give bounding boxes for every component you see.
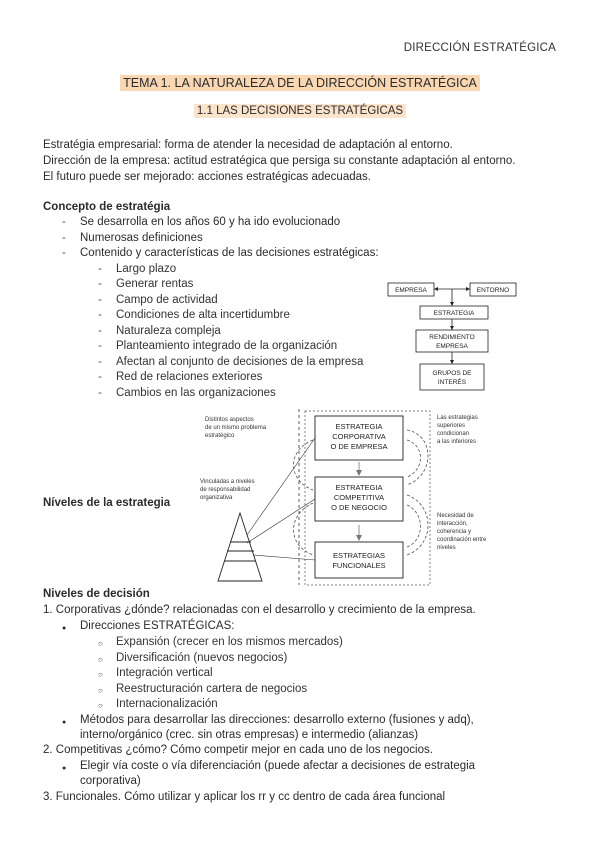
direcciones-subitem: ○ Reestructuración cartera de negocios bbox=[116, 682, 307, 696]
strategy-flow-diagram bbox=[384, 278, 524, 398]
section-subtitle bbox=[0, 105, 600, 117]
note-right-bottom: coherencia y bbox=[437, 529, 472, 535]
note-right-bottom: coordinación entre bbox=[437, 537, 487, 543]
characteristic-item: - Cambios en las organizaciones bbox=[116, 386, 276, 400]
characteristic-item: - Largo plazo bbox=[116, 262, 176, 276]
grupos-box bbox=[420, 364, 484, 390]
corporate-label: CORPORATIVA bbox=[332, 432, 386, 441]
note-right-bottom: niveles bbox=[437, 545, 456, 551]
note-right-bottom: interacción, bbox=[437, 521, 468, 527]
elegir-item-cont: corporativa) bbox=[80, 775, 141, 787]
corporate-label: O DE EMPRESA bbox=[330, 442, 388, 451]
direcciones-subitem: ○ Integración vertical bbox=[116, 666, 213, 680]
entorno-label: ENTORNO bbox=[476, 287, 510, 294]
note-top: Distintos aspectos bbox=[205, 417, 254, 423]
empresa-label: EMPRESA bbox=[395, 287, 427, 294]
estrategia-label: ESTRATEGIA bbox=[433, 310, 475, 317]
grupos-label: INTERÉS bbox=[437, 379, 467, 386]
intro-line: El futuro puede ser mejorado: acciones estratégicas adecuadas. bbox=[43, 171, 371, 183]
corporate-label: ESTRATEGIA bbox=[335, 422, 383, 431]
note-right-top: Las estrategias bbox=[437, 415, 478, 421]
note-right-bottom: Necesidad de bbox=[437, 513, 474, 519]
characteristic-item: - Campo de actividad bbox=[116, 293, 218, 307]
note-left: Vinculadas a niveles bbox=[200, 479, 255, 485]
note-right-top: a las inferiores bbox=[437, 439, 477, 445]
note-top: estratégico bbox=[205, 433, 235, 439]
strategy-levels-diagram bbox=[195, 405, 495, 590]
rendimiento-label: RENDIMIENTO bbox=[429, 334, 475, 341]
functional-box bbox=[315, 542, 403, 578]
page-title bbox=[0, 76, 600, 90]
concepto-item: - Se desarrolla en los años 60 y ha ido evolucionado bbox=[80, 215, 340, 229]
note-top: de un mismo problema bbox=[205, 425, 267, 431]
characteristic-item: - Generar rentas bbox=[116, 277, 193, 291]
niveles-decision-heading: Niveles de decisión bbox=[43, 588, 150, 600]
intro-line: Estratégia empresarial: forma de atender la necesidad de adaptación al entorno. bbox=[43, 139, 453, 151]
decision-level-1: 1. Corporativas ¿dónde? relacionadas con el desarrollo y crecimiento de la empresa. bbox=[43, 604, 476, 616]
functional-label: FUNCIONALES bbox=[332, 561, 386, 570]
characteristic-item: - Afectan al conjunto de decisiones de la empresa bbox=[116, 355, 363, 369]
rendimiento-label: EMPRESA bbox=[436, 343, 468, 350]
competitive-label: ESTRATEGIA bbox=[335, 483, 383, 492]
direcciones-subitem: ○ Diversificación (nuevos negocios) bbox=[116, 651, 287, 665]
note-right-top: condicionan bbox=[437, 431, 470, 437]
decision-level-2: 2. Competitivas ¿cómo? Cómo competir mejor en cada uno de los negocios. bbox=[43, 744, 433, 756]
concepto-heading: Concepto de estratégia bbox=[43, 201, 171, 213]
metodos-item-cont: interno/orgánico (crec. sin otras empresas) e intermedio (alianzas) bbox=[80, 729, 419, 741]
characteristic-item: - Condiciones de alta incertidumbre bbox=[116, 308, 290, 322]
direcciones-item: ● Direcciones ESTRATÉGICAS: bbox=[80, 619, 234, 633]
competitive-label: O DE NEGOCIO bbox=[331, 503, 387, 512]
elegir-item: ● Elegir vía coste o vía diferenciación (puede afectar a decisiones de estrategia bbox=[80, 759, 475, 773]
characteristic-item: - Red de relaciones exteriores bbox=[116, 370, 262, 384]
metodos-item: ● Métodos para desarrollar las direcciones: desarrollo externo (fusiones y adq), bbox=[80, 713, 474, 727]
note-right-top: superiores bbox=[437, 423, 466, 429]
niveles-estrategia-heading: Níveles de la estrategia bbox=[43, 497, 171, 509]
direcciones-subitem: ○ Expansión (crecer en los mismos mercados) bbox=[116, 635, 343, 649]
direcciones-subitem: ○ Internacionalización bbox=[116, 697, 218, 711]
grupos-label: GRUPOS DE bbox=[432, 370, 472, 377]
functional-label: ESTRATEGIAS bbox=[333, 551, 385, 560]
decision-level-3: 3. Funcionales. Cómo utilizar y aplicar los rr y cc dentro de cada área funcional bbox=[43, 791, 446, 803]
note-left: organizativa bbox=[200, 495, 233, 501]
concepto-item: - Numerosas definiciones bbox=[80, 231, 203, 245]
page-title-text: TEMA 1. LA NATURALEZA DE LA DIRECCIÓN ESTRATÉGICA bbox=[120, 75, 480, 91]
note-left: de responsabilidad bbox=[200, 487, 251, 493]
page-header-label: DIRECCIÓN ESTRATÉGICA bbox=[403, 42, 556, 54]
competitive-label: COMPETITIVA bbox=[333, 493, 385, 502]
concepto-item: - Contenido y características de las decisiones estratégicas: bbox=[80, 246, 379, 260]
characteristic-item: - Naturaleza compleja bbox=[116, 324, 221, 338]
characteristic-item: - Planteamiento integrado de la organización bbox=[116, 339, 337, 353]
section-subtitle-text: 1.1 LAS DECISIONES ESTRATÉGICAS bbox=[194, 104, 406, 118]
intro-line: Dirección de la empresa: actitud estratégica que persiga su constante adaptación al entorno. bbox=[43, 155, 516, 167]
